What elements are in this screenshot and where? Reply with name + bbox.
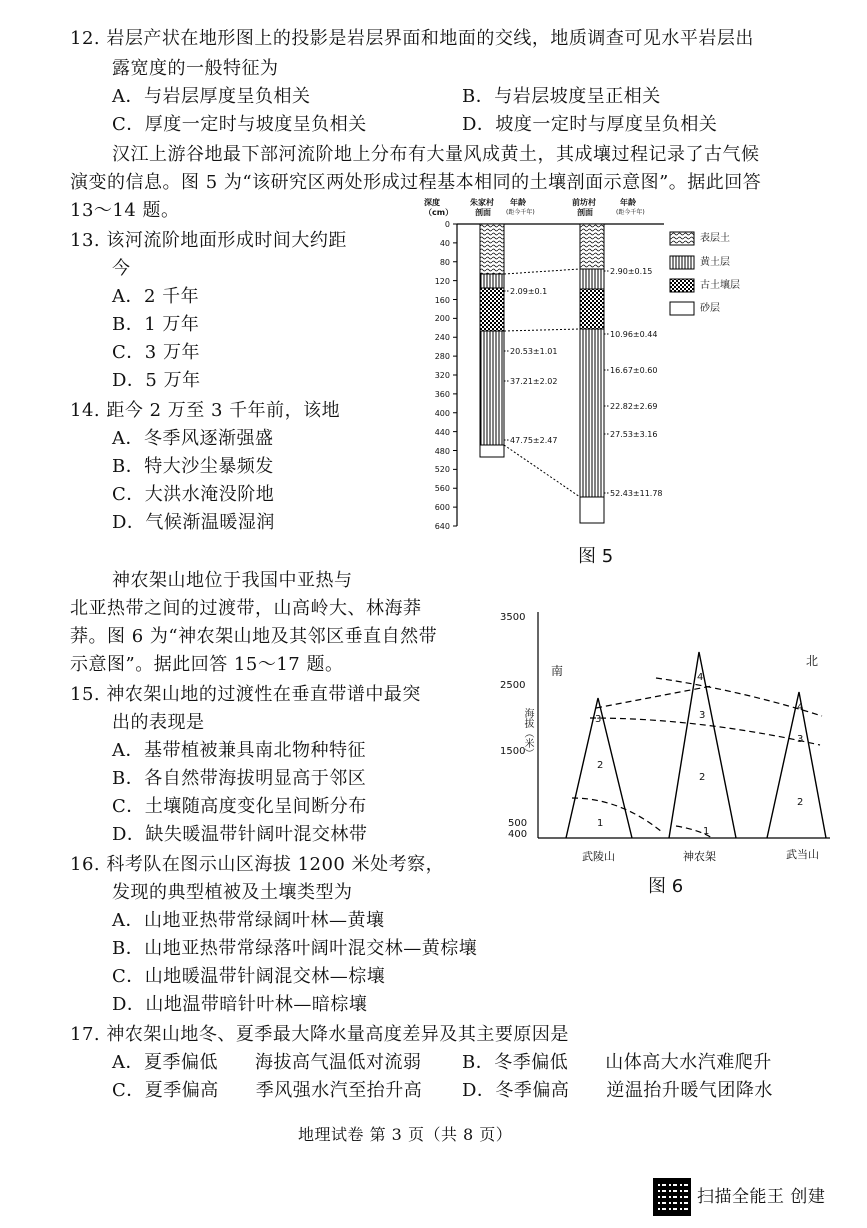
depth-tick-label: 560 xyxy=(434,484,450,494)
zone-label: 3 xyxy=(699,710,706,721)
y-axis-label: 海拔（米） xyxy=(522,708,533,758)
q13-stem-cont: 今 xyxy=(112,258,131,279)
col2-age-label: 2.90±0.15 xyxy=(610,267,653,276)
depth-tick-label: 40 xyxy=(439,238,450,248)
intro-15-17-line1: 神农架山地位于我国中亚热与 xyxy=(112,570,353,591)
depth-tick-label: 400 xyxy=(434,408,450,418)
col1-age-label: 20.53±1.01 xyxy=(510,347,558,356)
zone-label: 3 xyxy=(595,714,602,725)
legend-paleosol-label: 古土壤层 xyxy=(700,280,740,291)
depth-tick-label: 600 xyxy=(434,503,450,513)
y-tick-3500: 3500 xyxy=(500,612,526,623)
q17-option-b: B．冬季偏低 山体高大水汽难爬升 xyxy=(462,1052,772,1073)
y-tick-1500: 1500 xyxy=(500,746,526,757)
zone-label: 4 xyxy=(697,672,704,683)
q16-option-a: A．山地亚热带常绿阔叶林—黄壤 xyxy=(112,910,385,931)
q15-stem: 15. 神农架山地的过渡性在垂直带谱中最突 xyxy=(70,684,421,705)
q16-option-c: C．山地暖温带针阔混交林—棕壤 xyxy=(112,966,386,987)
y-tick-2500: 2500 xyxy=(500,680,526,691)
col2-age-label: 52.43±11.78 xyxy=(610,489,663,498)
depth-tick-label: 440 xyxy=(434,427,450,437)
col2-age-label: 10.96±0.44 xyxy=(610,330,658,339)
q12-option-b: B．与岩层坡度呈正相关 xyxy=(462,86,661,107)
legend-loess-label: 黄土层 xyxy=(700,257,730,268)
intro-13-14-line3: 13～14 题。 xyxy=(70,200,180,221)
q13-option-a: A．2 千年 xyxy=(112,286,200,307)
depth-tick-label: 280 xyxy=(434,352,450,362)
fig5-col2-header: 前坊村 xyxy=(572,198,596,207)
fig5-depth-unit: （cm） xyxy=(424,208,454,217)
q12-stem-cont: 露宽度的一般特征为 xyxy=(112,58,279,79)
figure-6-caption: 图 6 xyxy=(648,876,684,897)
zone-label: 2 xyxy=(597,760,604,771)
depth-tick-label: 240 xyxy=(434,333,450,343)
fig5-col2-age-unit: (距今千年) xyxy=(616,209,645,216)
depth-tick-label: 120 xyxy=(434,276,450,286)
q15-option-c: C．土壤随高度变化呈间断分布 xyxy=(112,796,367,817)
q12-option-c: C．厚度一定时与坡度呈负相关 xyxy=(112,114,367,135)
north-label: 北 xyxy=(806,654,819,668)
col2-age-label: 27.53±3.16 xyxy=(610,430,658,439)
zone-label: 1 xyxy=(597,818,604,829)
q16-option-d: D．山地温带暗针叶林—暗棕壤 xyxy=(112,994,368,1015)
fig5-col1-age-unit: (距今千年) xyxy=(506,209,535,216)
q16-option-b: B．山地亚热带常绿落叶阔叶混交林—黄棕壤 xyxy=(112,938,478,959)
page-footer: 地理试卷 第 3 页（共 8 页） xyxy=(298,1125,513,1144)
depth-tick-label: 0 xyxy=(444,220,450,229)
q16-stem-cont: 发现的典型植被及土壤类型为 xyxy=(112,882,353,903)
intro-15-17-line2: 北亚热带之间的过渡带，山高岭大、林海莽 xyxy=(70,598,422,619)
q13-option-b: B．1 万年 xyxy=(112,314,200,335)
legend-surface-label: 表层土 xyxy=(700,233,730,244)
q14-option-c: C．大洪水淹没阶地 xyxy=(112,484,275,505)
q14-option-b: B．特大沙尘暴频发 xyxy=(112,456,274,477)
zone-label: 3 xyxy=(797,734,804,745)
fig5-col2-header2: 剖面 xyxy=(577,208,593,217)
zone-label: 1 xyxy=(703,826,710,837)
qr-code-icon xyxy=(653,1178,691,1216)
col2-age-label: 22.82±2.69 xyxy=(610,402,658,411)
intro-13-14-line2: 演变的信息。图 5 为“该研究区两处形成过程基本相同的土壤剖面示意图”。据此回答 xyxy=(70,172,762,193)
legend-sand-label: 砂层 xyxy=(700,303,720,314)
depth-tick-label: 480 xyxy=(434,446,450,456)
q12-stem: 12. 岩层产状在地形图上的投影是岩层界面和地面的交线，地质调查可见水平岩层出 xyxy=(70,28,754,49)
col1-age-label: 37.21±2.02 xyxy=(510,377,558,386)
zone-label: 2 xyxy=(797,797,804,808)
intro-13-14-line1: 汉江上游谷地最下部河流阶地上分布有大量风成黄土，其成壤过程记录了古气候 xyxy=(112,144,760,165)
q12-option-d: D．坡度一定时与厚度呈负相关 xyxy=(462,114,718,135)
q17-option-d: D．冬季偏高 逆温抬升暖气团降水 xyxy=(462,1080,773,1101)
y-tick-500: 500 xyxy=(508,818,528,829)
y-tick-400: 400 xyxy=(508,829,528,840)
depth-tick-label: 640 xyxy=(434,522,450,531)
fig5-col1-age-header: 年龄 xyxy=(510,198,526,207)
zone-label: 4 xyxy=(797,702,804,713)
fig5-depth-header: 深度 xyxy=(424,198,440,207)
q16-stem: 16. 科考队在图示山区海拔 1200 米处考察， xyxy=(70,854,445,875)
q17-stem: 17. 神农架山地冬、夏季最大降水量高度差异及其主要原因是 xyxy=(70,1024,569,1045)
depth-tick-label: 80 xyxy=(439,257,450,267)
col2-age-label: 16.67±0.60 xyxy=(610,366,658,375)
intro-15-17-line4: 示意图”。据此回答 15～17 题。 xyxy=(70,654,344,675)
depth-tick-label: 160 xyxy=(434,295,450,305)
q13-option-c: C．3 万年 xyxy=(112,342,200,363)
q15-stem-cont: 出的表现是 xyxy=(112,712,205,733)
col1-age-label: 47.75±2.47 xyxy=(510,436,558,445)
south-label: 南 xyxy=(551,664,564,678)
zone-label: 2 xyxy=(699,772,706,783)
q13-option-d: D．5 万年 xyxy=(112,370,201,391)
scanner-watermark: 扫描全能王 创建 xyxy=(697,1187,826,1207)
q14-option-d: D．气候渐温暖湿润 xyxy=(112,512,275,533)
figure-5-caption: 图 5 xyxy=(578,546,614,567)
q12-option-a: A．与岩层厚度呈负相关 xyxy=(112,86,311,107)
depth-tick-label: 320 xyxy=(434,371,450,380)
depth-tick-label: 360 xyxy=(434,389,450,399)
col1-age-label: 2.09±0.1 xyxy=(510,287,548,296)
fig5-col2-age-header: 年龄 xyxy=(620,198,636,207)
mountain-label-shennongjia: 神农架 xyxy=(683,850,716,863)
mountain-label-wudang: 武当山 xyxy=(786,848,819,861)
q15-option-a: A．基带植被兼具南北物种特征 xyxy=(112,740,366,761)
depth-tick-label: 200 xyxy=(434,314,450,324)
fig5-col1-header2: 剖面 xyxy=(475,208,491,217)
q15-option-b: B．各自然带海拔明显高于邻区 xyxy=(112,768,367,789)
q13-stem: 13. 该河流阶地面形成时间大约距 xyxy=(70,230,347,251)
q17-option-c: C．夏季偏高 季风强水汽至抬升高 xyxy=(112,1080,423,1101)
fig5-col1-header: 朱家村 xyxy=(470,198,494,207)
q17-option-a: A．夏季偏低 海拔高气温低对流弱 xyxy=(112,1052,422,1073)
q14-option-a: A．冬季风逐渐强盛 xyxy=(112,428,274,449)
mountain-label-wuling: 武陵山 xyxy=(582,850,615,863)
intro-15-17-line3: 莽。图 6 为“神农架山地及其邻区垂直自然带 xyxy=(70,626,438,647)
q15-option-d: D．缺失暖温带针阔叶混交林带 xyxy=(112,824,368,845)
depth-tick-label: 520 xyxy=(434,465,450,475)
q14-stem: 14. 距今 2 万至 3 千年前，该地 xyxy=(70,400,341,421)
